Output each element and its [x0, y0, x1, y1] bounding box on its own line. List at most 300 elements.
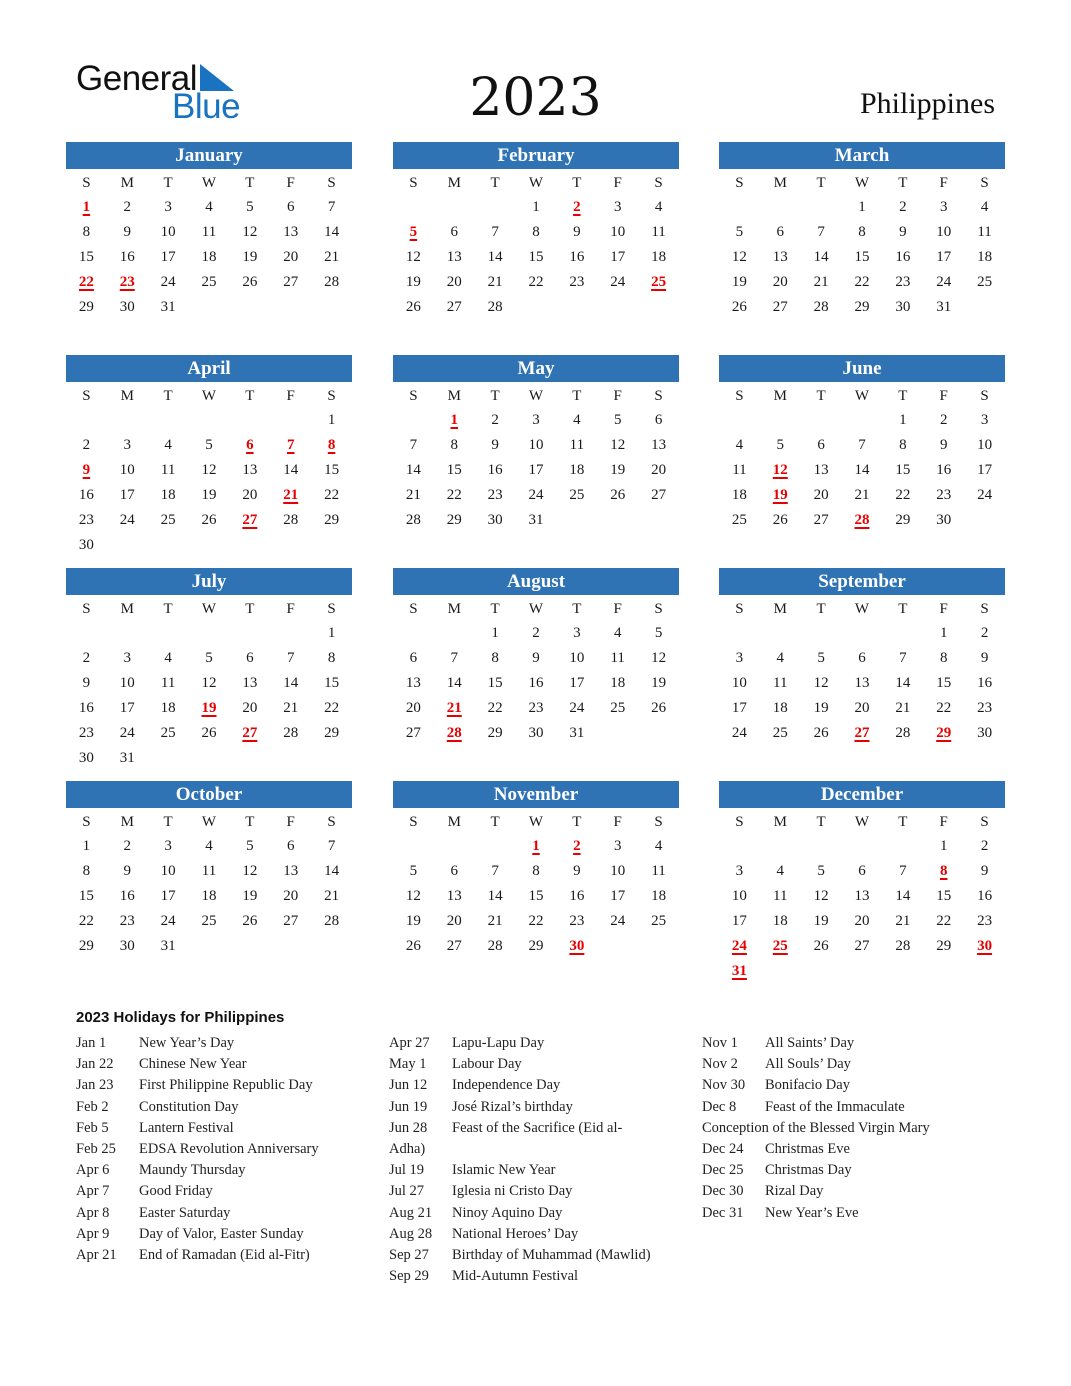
weekday-label: M — [773, 601, 787, 617]
calendar-date: 26 — [772, 512, 788, 528]
holiday-entry — [76, 1224, 376, 1245]
month-april — [66, 355, 352, 558]
holiday-name: Feast of the Sacrifice (Eid al- — [452, 1119, 623, 1136]
calendar-date: 23 — [78, 725, 94, 741]
calendar-date: 9 — [491, 437, 499, 453]
month-june — [719, 355, 1005, 533]
calendar-date: 3 — [164, 199, 172, 215]
holiday-name: Mid-Autumn Festival — [452, 1268, 579, 1285]
calendar-date: 24 — [160, 913, 176, 929]
calendar-date: 19 — [242, 249, 258, 265]
holiday-date: 9 — [82, 462, 91, 478]
weekday-label: W — [528, 388, 544, 404]
calendar-date: 4 — [205, 199, 213, 215]
calendar-date: 7 — [899, 863, 907, 879]
calendar-date: 9 — [939, 437, 948, 453]
weekday-label: T — [245, 601, 255, 617]
holiday-name: Maundy Thursday — [139, 1162, 246, 1179]
calendar-date: 21 — [324, 249, 340, 265]
calendar-date: 5 — [246, 838, 254, 854]
weekday-label: M — [120, 388, 134, 404]
day-grid — [719, 597, 1005, 746]
holiday-entry — [76, 1097, 376, 1118]
holiday-entry — [702, 1075, 1002, 1096]
calendar-date: 24 — [610, 913, 626, 929]
calendar-date: 23 — [936, 487, 952, 503]
calendar-date: 17 — [610, 888, 626, 904]
holiday-name: Birthday of Muhammad (Mawlid) — [452, 1247, 651, 1264]
calendar-date: 19 — [813, 913, 829, 929]
calendar-date: 10 — [936, 224, 952, 240]
holiday-entry — [702, 1097, 1002, 1118]
calendar-date: 20 — [446, 913, 462, 929]
calendar-date: 11 — [610, 650, 625, 666]
calendar-date: 14 — [487, 249, 503, 265]
month-header: July — [66, 568, 352, 595]
weekday-label: M — [447, 601, 461, 617]
calendar-date: 25 — [651, 913, 667, 929]
holiday-name-continued: Adha) — [389, 1141, 426, 1158]
day-grid — [393, 597, 679, 746]
calendar-date: 15 — [895, 462, 911, 478]
holiday-name: Feast of the Immaculate — [765, 1098, 905, 1115]
calendar-date: 15 — [936, 888, 952, 904]
empty-cell — [842, 408, 883, 433]
calendar-date: 6 — [776, 224, 785, 240]
calendar-date: 25 — [731, 512, 747, 528]
calendar-date: 7 — [899, 650, 907, 666]
calendar-date: 28 — [487, 938, 503, 954]
weekday-label: W — [201, 814, 217, 830]
holiday-entry — [389, 1181, 689, 1202]
calendar-date: 16 — [569, 888, 585, 904]
calendar-date: 2 — [123, 199, 132, 215]
calendar-date: 24 — [528, 487, 544, 503]
calendar-date: 26 — [201, 512, 217, 528]
calendar-date: 8 — [939, 650, 948, 666]
holiday-entry — [702, 1181, 1002, 1202]
month-header: December — [719, 781, 1005, 808]
calendar-date: 10 — [977, 437, 993, 453]
calendar-date: 5 — [817, 863, 825, 879]
calendar-date: 5 — [654, 625, 663, 641]
calendar-date: 18 — [201, 888, 217, 904]
calendar-date: 6 — [450, 863, 459, 879]
calendar-date: 3 — [164, 838, 172, 854]
holiday-date-label: Apr 21 — [76, 1247, 117, 1264]
month-header: March — [719, 142, 1005, 169]
calendar-date: 13 — [283, 224, 299, 240]
weekday-label: T — [163, 388, 173, 404]
calendar-date: 7 — [286, 650, 295, 666]
calendar-date: 8 — [858, 224, 866, 240]
weekday-label: F — [939, 814, 948, 830]
holiday-date: 1 — [82, 199, 91, 215]
calendar-date: 6 — [286, 838, 295, 854]
month-header: January — [66, 142, 352, 169]
calendar-date: 2 — [82, 650, 91, 666]
holiday-date: 1 — [450, 412, 459, 428]
empty-cell — [842, 621, 883, 646]
calendar-date: 2 — [939, 412, 948, 428]
weekday-label: S — [735, 388, 744, 404]
holiday-date-label: Jun 12 — [389, 1077, 428, 1094]
calendar-date: 16 — [569, 249, 585, 265]
calendar-date: 1 — [939, 838, 948, 854]
calendar-date: 25 — [977, 274, 993, 290]
calendar-date: 16 — [119, 888, 135, 904]
calendar-date: 9 — [980, 863, 989, 879]
empty-cell — [107, 621, 148, 646]
holiday-name: José Rizal’s birthday — [452, 1098, 573, 1115]
calendar-date: 25 — [201, 913, 217, 929]
calendar-date: 23 — [977, 700, 993, 716]
holiday-date: 19 — [772, 487, 788, 503]
holiday-date: 12 — [772, 462, 788, 478]
calendar-date: 24 — [119, 512, 135, 528]
holiday-date-label: Sep 29 — [389, 1268, 429, 1285]
calendar-date: 16 — [78, 700, 94, 716]
calendar-date: 13 — [283, 863, 299, 879]
empty-cell — [270, 408, 311, 433]
calendar-date: 11 — [773, 888, 788, 904]
calendar-date: 27 — [854, 938, 870, 954]
calendar-date: 29 — [936, 938, 952, 954]
calendar-date: 1 — [491, 625, 499, 641]
holiday-date: 5 — [409, 224, 418, 240]
calendar-date: 14 — [813, 249, 829, 265]
calendar-date: 28 — [895, 725, 911, 741]
holiday-date: 27 — [242, 725, 258, 741]
weekday-label: T — [898, 814, 908, 830]
calendar-date: 25 — [160, 725, 176, 741]
calendar-date: 17 — [569, 675, 585, 691]
holiday-entry — [389, 1160, 689, 1181]
calendar-date: 4 — [735, 437, 744, 453]
day-grid — [66, 810, 352, 959]
calendar-date: 2 — [491, 412, 499, 428]
calendar-date: 1 — [327, 412, 336, 428]
weekday-label: T — [245, 388, 255, 404]
calendar-date: 7 — [491, 224, 499, 240]
empty-cell — [842, 834, 883, 859]
calendar-date: 9 — [899, 224, 907, 240]
calendar-date: 15 — [528, 888, 544, 904]
calendar-date: 6 — [817, 437, 825, 453]
calendar-date: 26 — [242, 274, 258, 290]
weekday-label: F — [613, 601, 622, 617]
month-header: November — [393, 781, 679, 808]
calendar-date: 31 — [936, 299, 952, 315]
month-march — [719, 142, 1005, 320]
calendar-date: 10 — [731, 675, 747, 691]
calendar-date: 15 — [936, 675, 952, 691]
day-grid — [66, 597, 352, 771]
empty-cell — [393, 621, 434, 646]
calendar-date: 20 — [405, 700, 421, 716]
calendar-date: 5 — [613, 412, 622, 428]
calendar-date: 30 — [119, 938, 135, 954]
calendar-date: 27 — [651, 487, 667, 503]
calendar-date: 1 — [532, 199, 540, 215]
holiday-date-label: Sep 27 — [389, 1247, 429, 1264]
calendar-date: 24 — [569, 700, 585, 716]
calendar-date: 20 — [813, 487, 829, 503]
holiday-date-label: Dec 8 — [702, 1098, 737, 1115]
weekday-label: T — [816, 388, 826, 404]
calendar-date: 3 — [573, 625, 581, 641]
weekday-label: T — [816, 601, 826, 617]
weekday-label: T — [572, 814, 582, 830]
calendar-date: 14 — [324, 224, 340, 240]
calendar-date: 22 — [324, 700, 340, 716]
empty-cell — [189, 408, 230, 433]
calendar-date: 4 — [654, 199, 663, 215]
weekday-label: S — [735, 175, 744, 191]
calendar-date: 14 — [324, 863, 340, 879]
weekday-label: F — [613, 388, 622, 404]
weekday-label: S — [327, 601, 336, 617]
holiday-name: Good Friday — [139, 1183, 213, 1200]
empty-cell — [882, 621, 923, 646]
empty-cell — [107, 408, 148, 433]
calendar-date: 18 — [977, 249, 993, 265]
holiday-date: 2 — [573, 199, 581, 215]
calendar-date: 4 — [654, 838, 663, 854]
holiday-date: 28 — [446, 725, 462, 741]
calendar-date: 26 — [813, 725, 829, 741]
calendar-date: 28 — [895, 938, 911, 954]
empty-cell — [801, 195, 842, 220]
calendar-date: 1 — [327, 625, 336, 641]
empty-cell — [270, 621, 311, 646]
empty-cell — [801, 408, 842, 433]
calendar-date: 10 — [569, 650, 585, 666]
calendar-date: 19 — [405, 274, 421, 290]
calendar-date: 13 — [446, 249, 462, 265]
holiday-column — [389, 1033, 689, 1287]
calendar-date: 22 — [854, 274, 870, 290]
calendar-date: 17 — [119, 700, 135, 716]
month-header: August — [393, 568, 679, 595]
weekday-label: F — [939, 601, 948, 617]
calendar-date: 27 — [813, 512, 829, 528]
day-grid — [66, 384, 352, 558]
weekday-label: S — [409, 601, 418, 617]
holiday-entry — [389, 1266, 689, 1287]
calendar-date: 6 — [858, 650, 866, 666]
calendar-date: 3 — [939, 199, 948, 215]
weekday-label: T — [245, 175, 255, 191]
calendar-date: 8 — [491, 650, 499, 666]
calendar-date: 26 — [242, 913, 258, 929]
holiday-date-label: Aug 21 — [389, 1204, 433, 1221]
calendar-date: 13 — [405, 675, 421, 691]
holiday-name: Labour Day — [452, 1056, 522, 1073]
day-grid — [393, 171, 679, 320]
calendar-date: 23 — [569, 913, 585, 929]
holiday-name: Lapu-Lapu Day — [452, 1035, 545, 1051]
calendar-date: 16 — [487, 462, 503, 478]
calendar-date: 13 — [242, 675, 258, 691]
weekday-label: S — [654, 814, 663, 830]
calendar-date: 29 — [324, 512, 340, 528]
holiday-entry — [76, 1139, 376, 1160]
holiday-name: First Philippine Republic Day — [139, 1077, 313, 1094]
holiday-date: 25 — [772, 938, 788, 954]
calendar-date: 14 — [487, 888, 503, 904]
empty-cell — [760, 834, 801, 859]
calendar-date: 2 — [532, 625, 540, 641]
calendar-date: 15 — [528, 249, 544, 265]
calendar-date: 21 — [324, 888, 340, 904]
empty-cell — [719, 195, 760, 220]
holiday-date-label: Dec 25 — [702, 1162, 744, 1179]
month-january — [66, 142, 352, 320]
calendar-date: 12 — [405, 888, 421, 904]
calendar-date: 18 — [610, 675, 626, 691]
calendar-date: 17 — [160, 888, 176, 904]
weekday-label: M — [447, 388, 461, 404]
calendar-date: 29 — [528, 938, 544, 954]
month-may — [393, 355, 679, 533]
empty-cell — [66, 408, 107, 433]
calendar-date: 30 — [977, 725, 993, 741]
calendar-date: 5 — [817, 650, 825, 666]
weekday-label: S — [82, 601, 91, 617]
holiday-date-label: Jan 22 — [76, 1056, 114, 1073]
holiday-entry — [76, 1033, 376, 1054]
calendar-date: 13 — [813, 462, 829, 478]
calendar-date: 8 — [899, 437, 907, 453]
calendar-date: 30 — [487, 512, 503, 528]
calendar-date: 22 — [936, 913, 952, 929]
holiday-date-label: Dec 30 — [702, 1183, 744, 1200]
calendar-date: 1 — [858, 199, 866, 215]
holiday-entry — [702, 1033, 1002, 1054]
calendar-date: 21 — [813, 274, 829, 290]
month-july — [66, 568, 352, 771]
calendar-date: 3 — [532, 412, 540, 428]
empty-cell — [229, 621, 270, 646]
holiday-name: Independence Day — [452, 1077, 561, 1094]
calendar-date: 11 — [651, 863, 666, 879]
calendar-date: 18 — [569, 462, 585, 478]
calendar-date: 23 — [569, 274, 585, 290]
calendar-date: 23 — [119, 913, 135, 929]
calendar-date: 8 — [327, 650, 336, 666]
calendar-date: 20 — [242, 700, 258, 716]
calendar-date: 20 — [854, 700, 870, 716]
calendar-date: 17 — [731, 913, 747, 929]
weekday-label: W — [854, 601, 870, 617]
calendar-date: 24 — [977, 487, 993, 503]
weekday-label: W — [201, 388, 217, 404]
calendar-date: 14 — [446, 675, 462, 691]
calendar-date: 14 — [895, 888, 911, 904]
day-grid — [393, 384, 679, 533]
weekday-label: S — [409, 388, 418, 404]
weekday-label: W — [201, 601, 217, 617]
calendar-date: 20 — [651, 462, 667, 478]
calendar-date: 25 — [772, 725, 788, 741]
empty-cell — [882, 834, 923, 859]
weekday-label: T — [490, 388, 500, 404]
holiday-entry — [389, 1075, 689, 1096]
calendar-date: 4 — [776, 863, 785, 879]
calendar-date: 3 — [735, 650, 744, 666]
weekday-label: S — [735, 601, 744, 617]
weekday-label: T — [163, 601, 173, 617]
calendar-date: 12 — [651, 650, 667, 666]
calendar-date: 17 — [977, 462, 993, 478]
calendar-date: 25 — [201, 274, 217, 290]
holiday-name: Lantern Festival — [139, 1119, 234, 1136]
calendar-date: 13 — [242, 462, 258, 478]
calendar-date: 15 — [854, 249, 870, 265]
holiday-date-label: Jan 23 — [76, 1077, 114, 1094]
calendar-date: 25 — [610, 700, 626, 716]
weekday-label: S — [409, 175, 418, 191]
calendar-date: 31 — [160, 299, 176, 315]
holiday-entry — [389, 1118, 689, 1139]
calendar-date: 15 — [324, 675, 340, 691]
calendar-date: 7 — [327, 838, 336, 854]
empty-cell — [719, 621, 760, 646]
calendar-date: 21 — [405, 487, 421, 503]
empty-cell — [760, 408, 801, 433]
weekday-label: T — [572, 388, 582, 404]
calendar-date: 16 — [977, 888, 993, 904]
empty-cell — [801, 834, 842, 859]
calendar-date: 19 — [242, 888, 258, 904]
calendar-date: 22 — [528, 913, 544, 929]
calendar-date: 30 — [895, 299, 911, 315]
calendar-date: 9 — [980, 650, 989, 666]
calendar-date: 31 — [119, 750, 135, 766]
calendar-date: 13 — [854, 888, 870, 904]
calendar-date: 17 — [528, 462, 544, 478]
calendar-date: 4 — [164, 650, 172, 666]
weekday-label: S — [980, 601, 989, 617]
holiday-name: New Year’s Day — [139, 1035, 235, 1051]
calendar-date: 26 — [201, 725, 217, 741]
holiday-date-label: Feb 2 — [76, 1098, 109, 1115]
calendar-date: 21 — [487, 913, 503, 929]
calendar-date: 2 — [980, 625, 989, 641]
calendar-date: 25 — [160, 512, 176, 528]
holiday-date-label: Nov 30 — [702, 1077, 746, 1094]
calendar-date: 16 — [977, 675, 993, 691]
holiday-name: Rizal Day — [765, 1183, 824, 1200]
weekday-label: T — [490, 814, 500, 830]
month-header: October — [66, 781, 352, 808]
calendar-date: 12 — [201, 675, 217, 691]
holiday-date: 30 — [977, 938, 993, 954]
calendar-date: 29 — [854, 299, 870, 315]
weekday-label: F — [286, 175, 295, 191]
calendar-date: 28 — [405, 512, 421, 528]
calendar-date: 18 — [651, 249, 667, 265]
holiday-entry — [389, 1054, 689, 1075]
weekday-label: T — [898, 601, 908, 617]
calendar-date: 6 — [450, 224, 459, 240]
holiday-date-label: Jan 1 — [76, 1035, 107, 1051]
month-december — [719, 781, 1005, 984]
weekday-label: T — [245, 814, 255, 830]
holiday-name: Chinese New Year — [139, 1056, 247, 1073]
calendar-date: 7 — [817, 224, 825, 240]
